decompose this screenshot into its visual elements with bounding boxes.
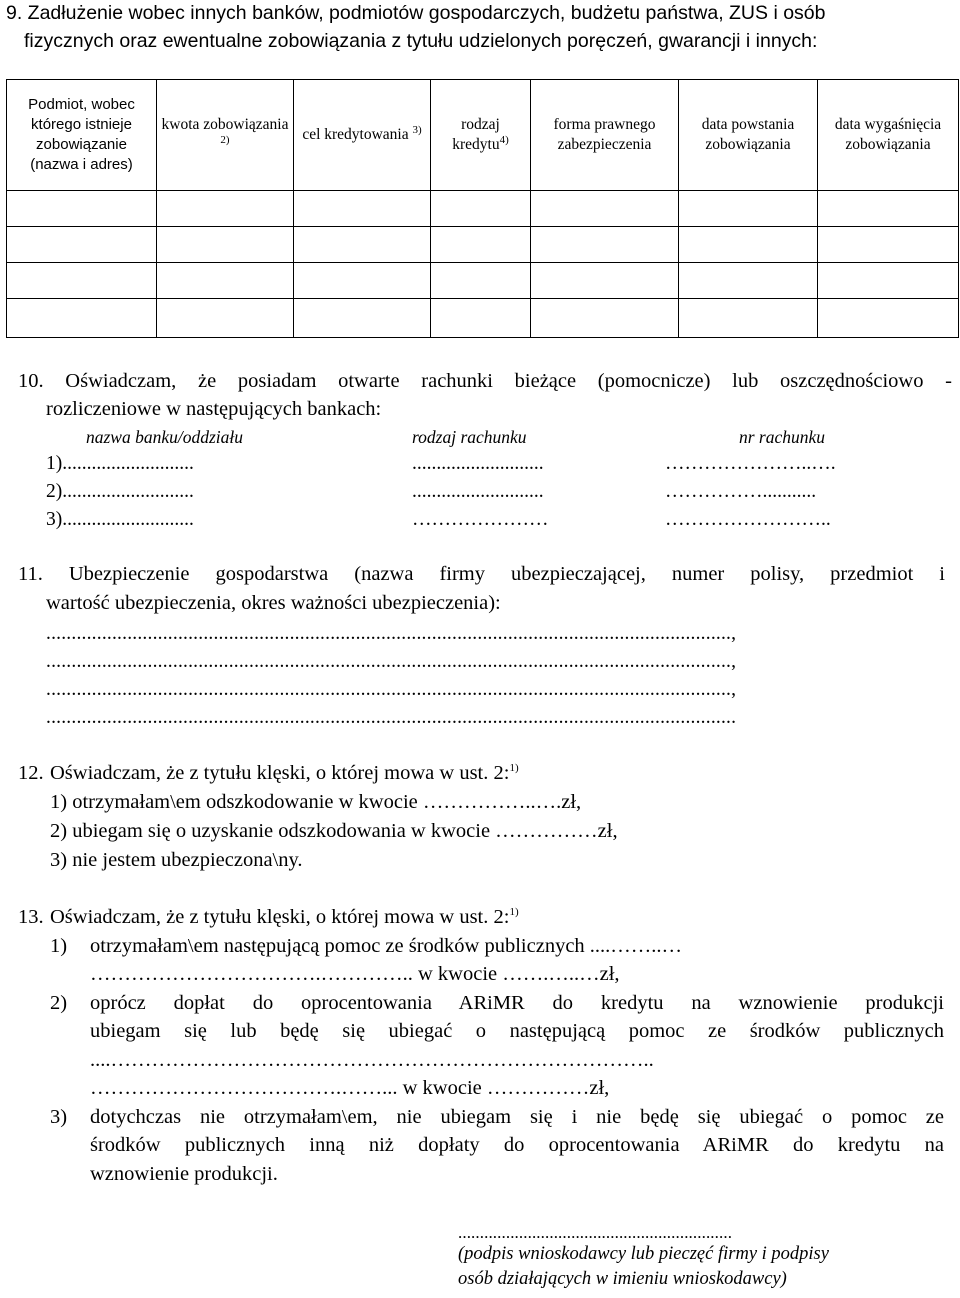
- table-cell[interactable]: [431, 299, 531, 338]
- table-cell[interactable]: [157, 227, 294, 263]
- table-row: [7, 263, 959, 299]
- section13-item3-line: środków publicznych inną niż dopłaty do oprocentowania ARiMR do kredytu na: [90, 1134, 944, 1156]
- section13-item3-line: wznowienie produkcji.: [90, 1163, 278, 1185]
- table-cell[interactable]: [294, 227, 431, 263]
- account-row-2-type: ...........................: [412, 481, 544, 502]
- header-rodzaj: rodzaj kredytu$^{4)}$: [431, 80, 531, 191]
- table-cell[interactable]: [7, 191, 157, 227]
- table-cell[interactable]: [679, 299, 818, 338]
- table-cell[interactable]: [679, 191, 818, 227]
- account-row-2-number: ……………...........: [665, 481, 817, 502]
- table-cell[interactable]: [7, 299, 157, 338]
- table-cell[interactable]: [818, 227, 959, 263]
- table-cell[interactable]: [531, 263, 679, 299]
- table-cell[interactable]: [431, 191, 531, 227]
- section13-number: 13.: [18, 906, 44, 928]
- account-row-3-bank: 3)...........................: [46, 509, 194, 530]
- section13-item2-line: oprócz dopłat do oprocentowania ARiMR do kredytu na wznowienie produkcji: [90, 992, 944, 1014]
- header-data-powstania: data powstania zobowiązania: [679, 80, 818, 191]
- account-row-1-bank: 1)...........................: [46, 453, 194, 474]
- account-row-1-type: ...........................: [412, 453, 544, 474]
- section13-item2-line: ubiegam się lub będę się ubiegać o następującą pomoc ze środków publicznych: [90, 1020, 944, 1042]
- column-header-account-number: nr rachunku: [739, 427, 826, 447]
- section9-line1: 9. Zadłużenie wobec innych banków, podmiotów gospodarczych, budżetu państwa, ZUS i osób: [6, 2, 826, 24]
- table-cell[interactable]: [531, 191, 679, 227]
- table-cell[interactable]: [431, 263, 531, 299]
- table-cell[interactable]: [157, 191, 294, 227]
- insurance-dots-line: .......................................................................................................................................,: [46, 623, 737, 644]
- section13-item2-number: 2): [50, 992, 68, 1014]
- section12-title: Oświadczam, że z tytułu klęski, o której mowa w ust. 2:$^{1)}$: [50, 762, 519, 784]
- table-cell[interactable]: [818, 299, 959, 338]
- table-cell[interactable]: [7, 227, 157, 263]
- account-row-3-number: ……………………..: [665, 509, 831, 530]
- section13-item1-line: …………………………….………….. w kwocie …….…..…zł,: [90, 963, 620, 985]
- table-cell[interactable]: [679, 227, 818, 263]
- header-cel: cel kredytowania $^{3)}$: [294, 80, 431, 191]
- section12-item-3: 3) nie jestem ubezpieczona\ny.: [50, 849, 303, 871]
- section13-title: Oświadczam, że z tytułu klęski, o której mowa w ust. 2:$^{1)}$: [50, 906, 519, 928]
- account-row-2-bank: 2)...........................: [46, 481, 194, 502]
- signature-caption-line1: (podpis wnioskodawcy lub pieczęć firmy i podpisy: [458, 1244, 829, 1264]
- section10-line1: 10. Oświadczam, że posiadam otwarte rachunki bieżące (pomocnicze) lub oszczędnościowo -: [18, 370, 952, 392]
- table-cell[interactable]: [431, 227, 531, 263]
- account-row-1-number: …………………..….: [665, 453, 836, 474]
- section11-line1: 11. Ubezpieczenie gospodarstwa (nazwa firmy ubezpieczającej, numer polisy, przedmiot i: [18, 563, 945, 585]
- table-cell[interactable]: [7, 263, 157, 299]
- section11-line2: wartość ubezpieczenia, okres ważności ubezpieczenia):: [46, 592, 501, 614]
- section9-line2: fizycznych oraz ewentualne zobowiązania z tytułu udzielonych poręczeń, gwarancji i innych:: [24, 30, 818, 52]
- insurance-dots-line: .......................................................................................................................................,: [46, 651, 737, 672]
- section13-item1-number: 1): [50, 935, 68, 957]
- insurance-dots-line: .......................................................................................................................................,: [46, 679, 737, 700]
- column-header-account-type: rodzaj rachunku: [412, 427, 527, 447]
- footnote-ref: 1): [509, 762, 519, 775]
- header-data-wygasniecia: data wygaśnięcia zobowiązania: [818, 80, 959, 191]
- table-row: [7, 299, 959, 338]
- table-cell[interactable]: [818, 263, 959, 299]
- table-cell[interactable]: [679, 263, 818, 299]
- liabilities-table: [6, 79, 959, 338]
- section12-number: 12.: [18, 762, 44, 784]
- section13-item3-number: 3): [50, 1106, 68, 1128]
- table-cell[interactable]: [294, 263, 431, 299]
- section12-item-2: 2) ubiegam się o uzyskanie odszkodowania w kwocie ……………zł,: [50, 820, 618, 842]
- header-kwota: kwota zobowiązania $^{2)}$: [157, 80, 294, 191]
- header-podmiot: Podmiot, wobec którego istnieje zobowiązanie (nazwa i adres): [7, 80, 157, 191]
- column-header-bank: nazwa banku/oddziału: [86, 427, 244, 447]
- table-cell[interactable]: [157, 263, 294, 299]
- table-cell[interactable]: [157, 299, 294, 338]
- section12-item-1: 1) otrzymałam\em odszkodowanie w kwocie ……………..….zł,: [50, 791, 582, 813]
- section13-item3-line: dotychczas nie otrzymałam\em, nie ubiegam się i nie będę się ubiegać o pomoc ze: [90, 1106, 944, 1128]
- table-cell[interactable]: [531, 227, 679, 263]
- section10-line2: rozliczeniowe w następujących bankach:: [46, 398, 382, 420]
- signature-line: ...............................................................: [458, 1223, 733, 1242]
- table-cell[interactable]: [294, 299, 431, 338]
- insurance-dots-line: ........................................................................................................................................: [46, 707, 737, 728]
- section13-item1-line: otrzymałam\em następującą pomoc ze środków publicznych ....……..…: [90, 935, 683, 957]
- section13-item2-line: ....……………………………………………………………………..: [90, 1049, 654, 1071]
- table-row: [7, 191, 959, 227]
- table-header-row: [7, 80, 959, 191]
- header-forma: forma prawnego zabezpieczenia: [531, 80, 679, 191]
- table-row: [7, 227, 959, 263]
- footnote-ref: 1): [509, 906, 519, 919]
- table-cell[interactable]: [818, 191, 959, 227]
- table-cell[interactable]: [294, 191, 431, 227]
- signature-caption-line2: osób działających w imieniu wnioskodawcy): [458, 1269, 787, 1289]
- account-row-3-type: …………………: [412, 509, 549, 530]
- section13-item2-line: ……………………………….……... w kwocie ……………zł,: [90, 1077, 610, 1099]
- table-cell[interactable]: [531, 299, 679, 338]
